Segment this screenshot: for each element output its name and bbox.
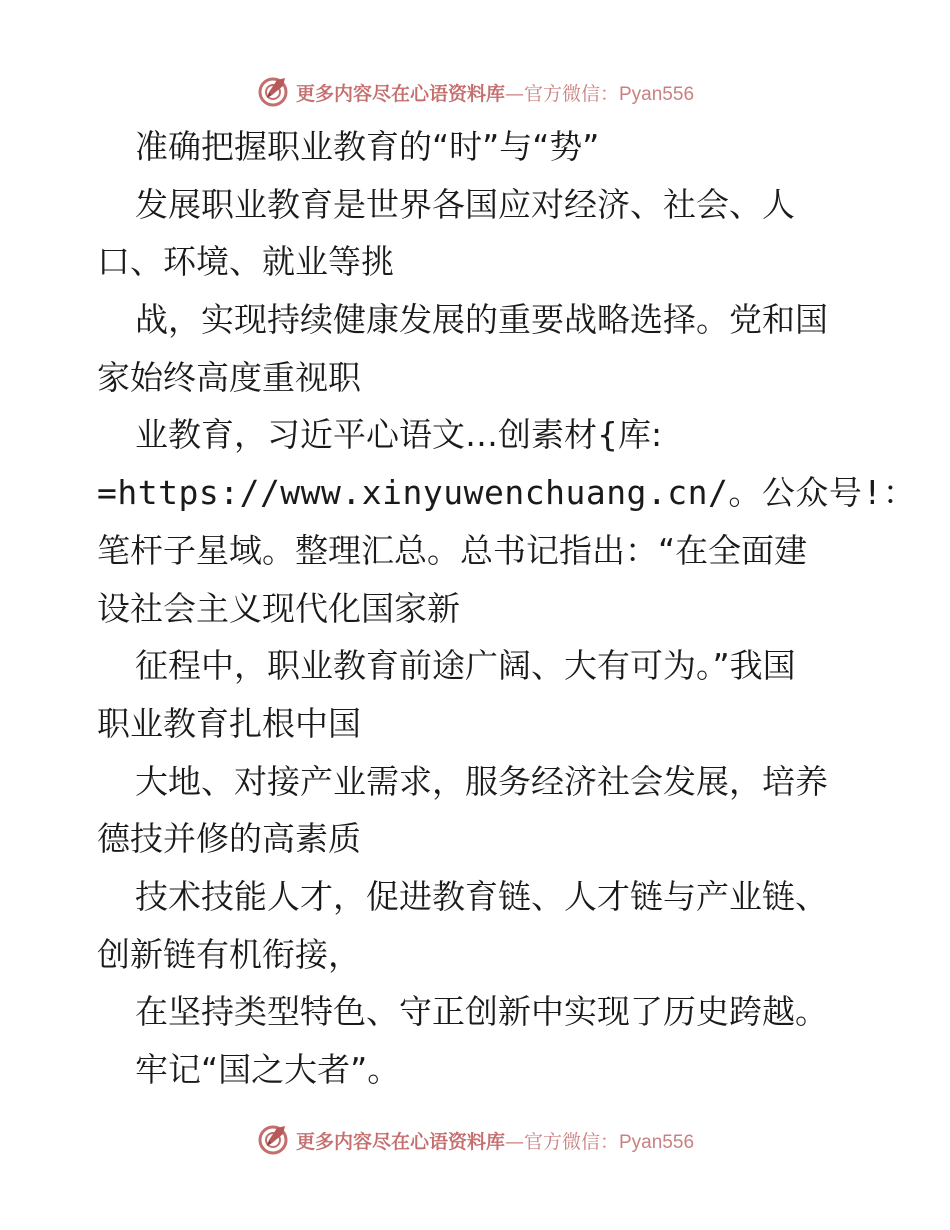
- text-line: 在坚持类型特色、守正创新中实现了历史跨越。: [135, 992, 828, 1032]
- pen-logo-icon: [256, 1123, 290, 1157]
- text-line: 牢记“国之大者”。: [135, 1050, 401, 1089]
- text-line: 业教育，习近平心语文…创素材{库:: [135, 415, 663, 455]
- text-line: 德技并修的高素质: [97, 819, 361, 859]
- document-body: [97, 118, 917, 1099]
- watermark-text: 更多内容尽在心语资料库—官方微信：Pyan556: [295, 1130, 695, 1153]
- text-line: 发展职业教育是世界各国应对经济、社会、人: [135, 184, 795, 224]
- header-watermark: [0, 72, 950, 112]
- text-line: 设社会主义现代化国家新: [97, 588, 460, 628]
- text-line: 技术技能人才，促进教育链、人才链与产业链、: [135, 876, 828, 916]
- footer-watermark: [0, 1120, 950, 1160]
- text-line: 战，实现持续健康发展的重要战略选择。党和国: [135, 300, 828, 340]
- text-line: 口、环境、就业等挑: [97, 242, 394, 282]
- watermark-text: 更多内容尽在心语资料库—官方微信：Pyan556: [295, 82, 695, 105]
- text-line: =https://www.xinyuwenchuang.cn/。公众号!：: [97, 473, 917, 513]
- text-line: 征程中，职业教育前途广阔、大有可为。”我国: [135, 646, 796, 686]
- text-line: 创新链有机衔接，: [97, 934, 361, 974]
- text-line: 职业教育扎根中国: [97, 703, 361, 743]
- pen-logo-icon: [256, 75, 290, 109]
- text-line: 准确把握职业教育的“时”与“势”: [135, 127, 600, 166]
- text-line: 大地、对接产业需求，服务经济社会发展，培养: [135, 761, 828, 801]
- text-line: 家始终高度重视职: [97, 357, 361, 397]
- text-line: 笔杆子星域。整理汇总。总书记指出：“在全面建: [97, 530, 808, 570]
